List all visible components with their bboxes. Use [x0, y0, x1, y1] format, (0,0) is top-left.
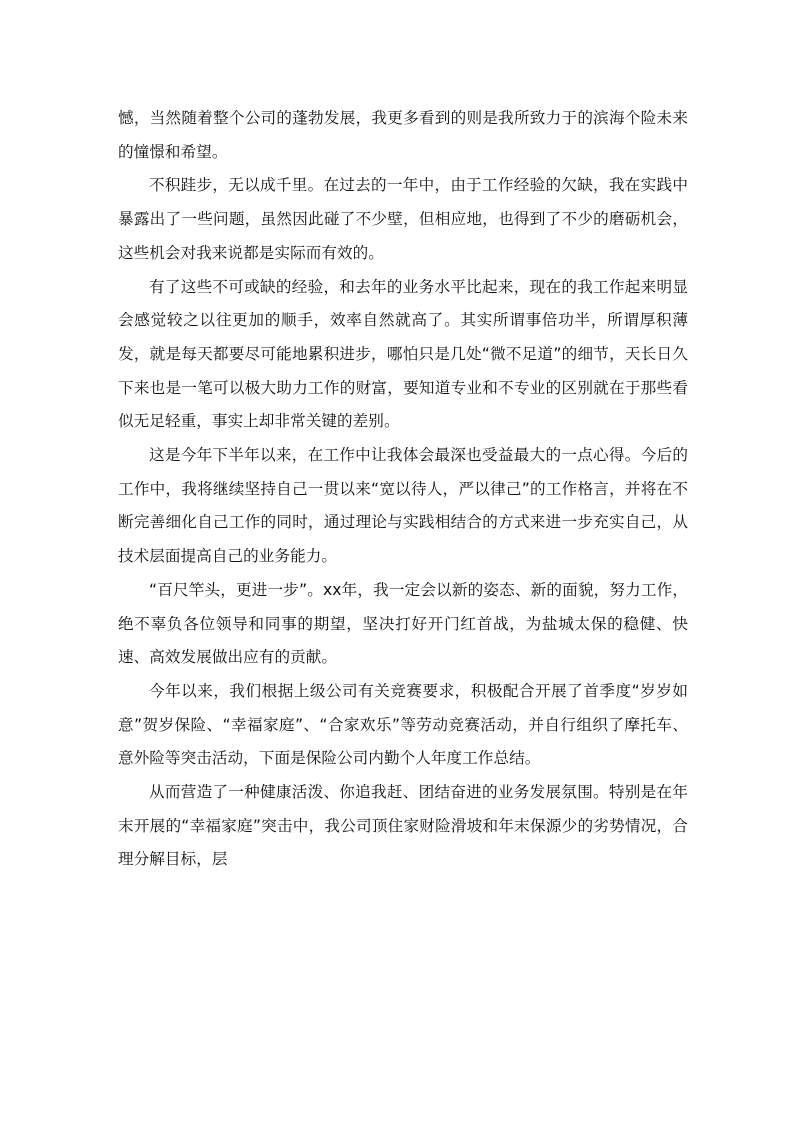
paragraph-7: 从而营造了一种健康活泼、你追我赶、团结奋进的业务发展氛围。特别是在年末开展的“幸福家庭”突击中，我公司顶住家财险滑坡和年末保源少的劣势情况，合理分解目标，层	[118, 783, 688, 869]
paragraph-3: 有了这些不可或缺的经验，和去年的业务水平比起来，现在的我工作起来明显会感觉较之以往更加的顺手，效率自然就高了。其实所谓事倍功半，所谓厚积薄发，就是每天都要尽可能地累积进步，哪怕只是几处“微不足道”的细节，天长日久下来也是一笔可以极大助力工作的财富，要知道专业和不专业的区别就在于那些看似无足轻重，事实上却非常关键的差别。	[118, 277, 688, 431]
paragraph-5: “百尺竿头，更进一步”。xx年，我一定会以新的姿态、新的面貌，努力工作，绝不辜负各位领导和同事的期望，坚决打好开门红首战，为盐城太保的稳健、快速、高效发展做出应有的贡献。	[118, 580, 688, 667]
paragraph-4: 这是今年下半年以来，在工作中让我体会最深也受益最大的一点心得。今后的工作中，我将继续坚持自己一贯以来“宽以待人，严以律己”的工作格言，并将在不断完善细化自己工作的同时，通过理论与实践相结合的方式来进一步充实自己，从技术层面提高自己的业务能力。	[118, 446, 688, 566]
document-body	[118, 102, 688, 877]
paragraph-1: 憾，当然随着整个公司的蓬勃发展，我更多看到的则是我所致力于的滨海个险未来的憧憬和希望。	[118, 109, 688, 161]
paragraph-6: 今年以来，我们根据上级公司有关竞赛要求，积极配合开展了首季度“岁岁如意”贺岁保险、“幸福家庭”、“合家欢乐”等劳动竞赛活动，并自行组织了摩托车、意外险等突击活动，下面是保险公司内勤个人年度工作总结。	[118, 681, 688, 768]
paragraph-2: 不积跬步，无以成千里。在过去的一年中，由于工作经验的欠缺，我在实践中暴露出了一些问题，虽然因此碰了不少壁，但相应地，也得到了不少的磨砺机会，这些机会对我来说都是实际而有效的。	[118, 176, 688, 262]
